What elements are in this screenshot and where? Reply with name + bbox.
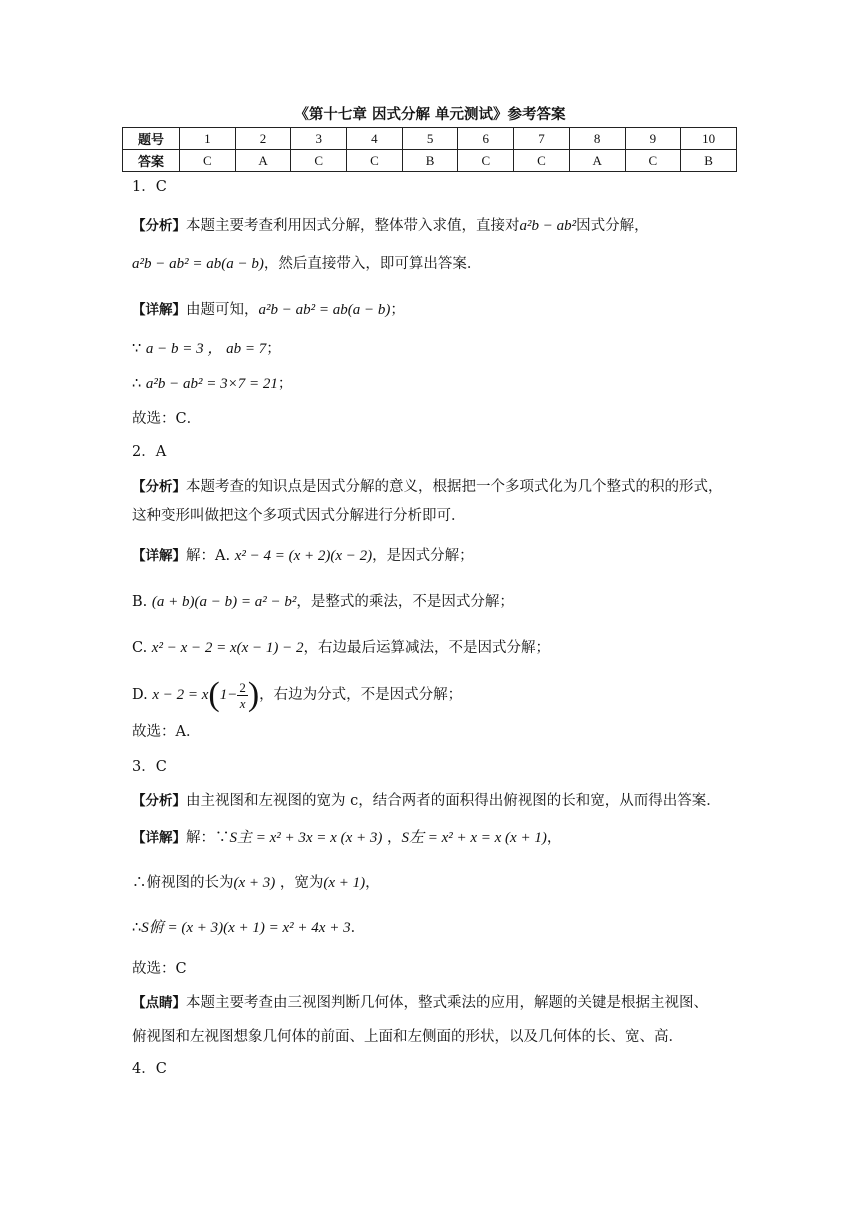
q3-line3-expr: S俯 = (x + 3)(x + 1) = x² + 4x + 3 bbox=[141, 920, 351, 936]
therefore-symbol: ∴ bbox=[132, 376, 142, 392]
q1-because-end: ； bbox=[266, 341, 281, 357]
q3-detail-expr-1: S主 = x² + 3x = x (x + 3) bbox=[229, 830, 383, 846]
question-number-cell: 3 bbox=[291, 128, 347, 150]
answer-cell: C bbox=[291, 150, 347, 172]
question-number-cell: 6 bbox=[458, 128, 514, 150]
answer-cell: C bbox=[625, 150, 681, 172]
q1-therefore-expr: a²b − ab² = 3×7 = 21 bbox=[145, 376, 278, 392]
q3-detail-end: ， bbox=[546, 830, 562, 846]
q3-choice: 故选：C bbox=[132, 961, 187, 977]
q1-detail-text: 由题可知， bbox=[186, 302, 259, 318]
q2-c-prefix: C. bbox=[132, 640, 148, 656]
q2-d-inner: 1− bbox=[219, 687, 238, 703]
q2-analysis-line2: 这种变形叫做把这个多项式因式分解进行分析即可． bbox=[132, 508, 466, 524]
q2-option-d bbox=[132, 678, 462, 712]
q3-line2-end: ， bbox=[365, 875, 380, 891]
question-number-cell: 2 bbox=[235, 128, 291, 150]
q2-detail-a-text: ，是因式分解； bbox=[372, 548, 474, 564]
q3-line2-expr-1: (x + 3) bbox=[233, 875, 276, 891]
therefore-symbol: ∴ bbox=[132, 920, 142, 936]
q2-d-text: ，右边为分式，不是因式分解； bbox=[259, 687, 463, 703]
left-paren: ( bbox=[208, 676, 220, 713]
q2-analysis-text: 本题考查的知识点是因式分解的意义，根据把一个多项式化为几个整式的积的形式， bbox=[186, 479, 723, 495]
q2-detail-a-prefix: 解：A. bbox=[186, 548, 231, 564]
q1-analysis-text-3: ，然后直接带入，即可算出答案． bbox=[263, 256, 482, 272]
answer-cell: A bbox=[235, 150, 291, 172]
fraction-denominator: x bbox=[239, 695, 246, 711]
q3-detail-sep: ， bbox=[382, 830, 402, 846]
q2-option-c bbox=[132, 638, 550, 658]
q3-analysis-text: 由主视图和左视图的宽为 c，结合两者的面积得出俯视图的长和宽，从而得出答案． bbox=[186, 793, 721, 809]
answer-cell: B bbox=[402, 150, 458, 172]
answer-table bbox=[122, 127, 737, 172]
q2-option-b bbox=[132, 592, 514, 612]
q1-therefore-end: ； bbox=[277, 376, 293, 392]
comment-label: 【点睛】 bbox=[132, 995, 186, 1011]
answer-cell: C bbox=[180, 150, 236, 172]
q2-b-prefix: B. bbox=[132, 594, 148, 610]
q3-heading: 3．C bbox=[132, 759, 167, 775]
q2-b-expr: (a + b)(a − b) = a² − b² bbox=[151, 594, 297, 610]
q3-comment-line1 bbox=[132, 993, 708, 1013]
answer-cell: C bbox=[347, 150, 403, 172]
q1-detail-end: ； bbox=[390, 302, 405, 318]
question-number-cell: 8 bbox=[569, 128, 625, 150]
answer-cell: A bbox=[569, 150, 625, 172]
q1-analysis-text: 本题主要考查利用因式分解，整体带入求值，直接对 bbox=[186, 218, 520, 234]
q2-b-text: ，是整式的乘法，不是因式分解； bbox=[296, 594, 514, 610]
q1-analysis-cont bbox=[132, 254, 481, 274]
q3-detail-text: 解：∵ bbox=[186, 830, 230, 846]
q1-analysis bbox=[132, 216, 649, 236]
answer-cell: B bbox=[681, 150, 737, 172]
q1-detail bbox=[132, 300, 405, 320]
q3-line3-end: ． bbox=[350, 920, 366, 936]
analysis-label: 【分析】 bbox=[132, 218, 186, 234]
q2-d-prefix: D. bbox=[132, 687, 148, 703]
fraction bbox=[237, 680, 248, 711]
q3-line2-text: ∴俯视图的长为 bbox=[132, 875, 234, 891]
fraction-numerator: 2 bbox=[239, 679, 246, 695]
q3-detail-expr-2: S左 = x² + x = x (x + 1) bbox=[401, 830, 547, 846]
analysis-label: 【分析】 bbox=[132, 479, 186, 495]
q1-analysis-expr-2: a²b − ab² = ab(a − b) bbox=[132, 256, 264, 272]
q2-detail-a-expr: x² − 4 = (x + 2)(x − 2) bbox=[234, 548, 373, 564]
q2-d-expr: x − 2 = x bbox=[152, 687, 209, 703]
row-label-answer: 答案 bbox=[123, 150, 180, 172]
q1-analysis-expr: a²b − ab² bbox=[519, 218, 577, 234]
q3-detail bbox=[132, 828, 561, 848]
question-number-cell: 4 bbox=[347, 128, 403, 150]
question-number-cell: 5 bbox=[402, 128, 458, 150]
q1-therefore bbox=[132, 374, 292, 394]
answer-table-number-row bbox=[123, 128, 737, 150]
question-number-cell: 1 bbox=[180, 128, 236, 150]
q2-c-text: ，右边最后运算减法，不是因式分解； bbox=[303, 640, 551, 656]
q2-heading: 2．A bbox=[132, 444, 167, 460]
q1-because-expr: a − b = 3 ， ab = 7 bbox=[145, 341, 267, 357]
detail-label: 【详解】 bbox=[132, 302, 186, 318]
q3-line2-expr-2: (x + 1) bbox=[323, 875, 366, 891]
document-title: 《第十七章 因式分解 单元测试》参考答案 bbox=[294, 106, 566, 123]
question-number-cell: 7 bbox=[514, 128, 570, 150]
q3-comment-text: 本题主要考查由三视图判断几何体，整式乘法的应用，解题的关键是根据主视图、 bbox=[186, 995, 708, 1011]
q3-analysis bbox=[132, 791, 721, 811]
q3-comment-line2: 俯视图和左视图想象几何体的前面、上面和左侧面的形状，以及几何体的长、宽、高． bbox=[132, 1029, 683, 1045]
answer-cell: C bbox=[514, 150, 570, 172]
analysis-label: 【分析】 bbox=[132, 793, 186, 809]
q1-analysis-text-end: 因式分解， bbox=[576, 218, 649, 234]
q3-line3 bbox=[132, 918, 365, 938]
q2-choice: 故选：A． bbox=[132, 724, 201, 740]
row-label-number: 题号 bbox=[123, 128, 180, 150]
q1-heading: 1．C bbox=[132, 179, 167, 195]
q3-line2-text-2: ，宽为 bbox=[275, 875, 324, 891]
q1-choice: 故选：C． bbox=[132, 411, 202, 427]
answer-cell: C bbox=[458, 150, 514, 172]
q3-line2 bbox=[132, 873, 380, 893]
q2-c-expr: x² − x − 2 = x(x − 1) − 2 bbox=[151, 640, 304, 656]
because-symbol: ∵ bbox=[132, 341, 142, 357]
q1-detail-expr: a²b − ab² = ab(a − b) bbox=[258, 302, 391, 318]
q4-heading: 4．C bbox=[132, 1061, 167, 1077]
detail-label: 【详解】 bbox=[132, 830, 186, 846]
q2-detail-a bbox=[132, 546, 474, 566]
detail-label: 【详解】 bbox=[132, 548, 186, 564]
question-number-cell: 10 bbox=[681, 128, 737, 150]
right-paren: ) bbox=[247, 676, 260, 713]
q1-because bbox=[132, 339, 281, 359]
q2-analysis-line1 bbox=[132, 477, 723, 497]
question-number-cell: 9 bbox=[625, 128, 681, 150]
answer-table-answer-row bbox=[123, 150, 737, 172]
